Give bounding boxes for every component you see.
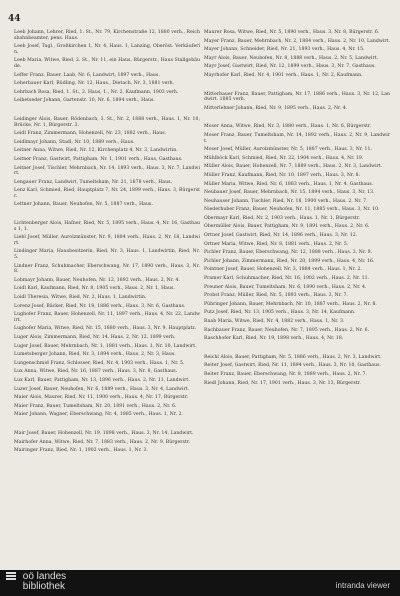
- directory-entry: Mairinger Franz, Ried, Nr. 1, 1902 verh., Haus. 1, Nr. 3.: [14, 448, 148, 454]
- directory-entry: Neubauer Josef, Bauer, Mehrnbach, Nr. 15, 1894 verh., Haus. 3, Nr. 13.: [204, 190, 375, 196]
- directory-entry: Leeb Josef, Tagl., Großkirchen 1, Nr. 4, Haus. 1, Lanzing, Oberöst. Verkäuferin.: [14, 44, 200, 55]
- directory-entry: Loidl Karl, Kaufmann, Ried, Nr. 8, 1905 verh., Haus. 2, Nr. 1, Haus.: [14, 286, 175, 292]
- directory-entry: Leeb Maria, Witwe, Ried, 2. St., Nr. 11, ein Haus, Bürgerstr., Haus Stallgebäude.: [14, 58, 200, 69]
- left-column: [14, 30, 200, 457]
- directory-entry: Lobmayr Johann, Bauer, Neuhofen, Nr. 12, 1892 verh., Haus. 2, Nr. 4.: [14, 277, 180, 283]
- directory-entry: Lettner Johann, Bauer, Neuhofen, Nr. 5, 1887 verh., Haus.: [14, 202, 153, 208]
- directory-entry: Leherbauer Karl, Rüdling, Nr. 12, Haus., Dietach, Nr. 3, 1881 verh.: [14, 81, 175, 87]
- directory-entry: Luger Josef, Bauer, Mehrnbach, Nr. 1, 1881 verh., Haus. 1, Nr. 10, Landwirt.: [14, 343, 197, 349]
- directory-entry: Mayr Alois, Bauer, Neuhofen, Nr. 8, 1888 verh., Haus. 2, Nr. 5, Landwirt.: [204, 55, 379, 61]
- directory-entry: Reichl Alois, Bauer, Pattigham, Nr. 5, 1886 verh., Haus. 2, Nr. 3, Landwirt.: [204, 354, 382, 360]
- directory-entry: Müller Alois, Bauer, Hohenzell, Nr. 7, 1889 verh., Haus. 2, Nr. 3, Landwirt.: [204, 164, 383, 170]
- directory-entry: Leffer Franz, Bauer, Laab, Nr. 6, Landwirt, 1897 verh., Haus.: [14, 72, 160, 78]
- directory-entry: Mühlböck Karl, Schmied, Ried, Nr. 22, 1904 verh., Haus. 4, Nr. 19.: [204, 155, 364, 161]
- directory-entry: Lorenz Josef, Bäcker, Ried, Nr. 18, 1886 verh., Haus. 3, Nr. 6, Gasthaus.: [14, 303, 186, 309]
- directory-entry: Moser Josef, Müller, Aurolzmünster, Nr. 5, 1887 verh., Haus. 3, Nr. 11.: [204, 147, 372, 153]
- entry-gap: [14, 107, 200, 117]
- directory-entry: Loidl Theresia, Witwe, Ried, Nr. 2, Haus. 1, Landwirtin.: [14, 295, 147, 300]
- library-logo-icon: [6, 572, 16, 581]
- directory-entry: Lughofer Maria, Witwe, Ried, Nr. 15, 1880 verh., Haus. 3, Nr. 9, Hauptplatz.: [14, 326, 197, 332]
- directory-entry: Maier Johann, Wagner, Eberschwang, Nr. 4, 1885 verh., Haus. 1, Nr. 2.: [14, 412, 184, 418]
- directory-entry: Lux Karl, Bauer, Pattigham, Nr. 13, 1896 verh., Haus. 2, Nr. 11, Landwirt.: [14, 377, 190, 383]
- directory-entry: Maurer Rosa, Witwe, Ried, Nr. 5, 1890 verh., Haus. 3, Nr. 8, Bürgerstr. 6.: [204, 30, 380, 35]
- logo-text-line1: oö landes: [22, 571, 67, 582]
- directory-entry: Leitner Anna, Witwe, Ried, Nr. 12, Kirchenplatz 4, Nr. 3, Landwirtin.: [14, 148, 178, 154]
- directory-entry: Mitterbauer Franz, Bauer, Pattigham, Nr. 17, 1886 verh., Haus. 3, Nr. 12, Landwirt. 1885 verh.: [204, 91, 390, 103]
- entry-gap: [204, 82, 390, 92]
- directory-entry: Maier Franz, Bauer, Tumeltsham, Nr. 20, 1891 verh., Haus. 2, Nr. 6.: [14, 403, 177, 409]
- directory-entry: Leibetseder Johann, Gartenstr. 10, Nr. 6, 1894 verh., Haus.: [14, 98, 155, 104]
- library-logo[interactable]: [6, 572, 66, 592]
- directory-entry: Probst Franz, Müller, Ried, Nr. 5, 1893 verh., Haus. 3, Nr. 7.: [204, 293, 348, 299]
- entry-gap: [204, 114, 390, 124]
- directory-entry: Leidinger Alois, Bauer, Rödenbach, 3. St., Nr. 2, 1888 verh., Haus. 1, Nr. 10, Brücke, Nr. 1, Bürgerstr. 3.: [14, 116, 200, 128]
- directory-entry: Maier Alois, Maurer, Ried, Nr. 11, 1900 verh., Haus. 4, Nr. 17, Bürgerstr.: [14, 395, 189, 401]
- entry-gap: [14, 421, 200, 431]
- directory-entry: Lux Anna, Witwe, Ried, Nr. 16, 1887 verh., Haus. 3, Nr. 8, Gasthaus.: [14, 369, 178, 375]
- directory-entry: Pramer Karl, Schuhmacher, Ried, Nr. 16, 1902 verh., Haus. 2, Nr. 11.: [204, 276, 370, 282]
- entry-gap: [14, 211, 200, 221]
- directory-entry: Mayer Johann, Schneider, Ried, Nr. 21, 1893 verh., Haus. 4, Nr. 15.: [204, 47, 365, 53]
- directory-entry: Mitterlehner Johann, Ried, Nr. 9, 1895 verh., Haus. 2, Nr. 4.: [204, 105, 348, 111]
- directory-entry: Leitner Josef, Tischler, Mehrnbach, Nr. 14, 1893 verh., Haus. 3, Nr. 7, Landwirt.: [14, 165, 200, 177]
- entry-gap: [204, 345, 390, 355]
- directory-entry: Raschhofer Karl, Ried, Nr. 19, 1898 verh., Haus. 4, Nr. 18.: [204, 336, 344, 342]
- directory-entry: Ortner Josef, Gastwirt, Ried, Nr. 14, 1896 verh., Haus. 3, Nr. 12.: [204, 233, 358, 239]
- directory-entry: Leitner Franz, Gastwirt, Pattigham, Nr. 1, 1901 verh., Haus, Gasthaus.: [14, 156, 183, 162]
- right-column: [204, 30, 390, 389]
- directory-entry: Pointner Josef, Bauer, Hohenzell, Nr. 3, 1884 verh., Haus. 1, Nr. 2.: [204, 267, 362, 273]
- directory-entry: Lughofer Franz, Bauer, Hohenzell, Nr. 11, 1897 verh., Haus. 4, Nr. 22, Landwirt.: [14, 312, 200, 323]
- directory-entry: Lehrbach Rosa, Ried, 1. St., 2. Haus, 1., Nr. 2, Kaufmann, 1903 verh.: [14, 89, 179, 95]
- directory-entry: Leidl Franz, Zimmermann, Hohenzell, Nr. 23, 1882 verh., Haus.: [14, 131, 167, 137]
- directory-entry: Lindinger Maria, Hausbesitzerin, Ried, Nr. 3, Haus. 1, Landwirtin, Ried, Nr. 5.: [14, 249, 200, 261]
- directory-entry: Niederhuber Franz, Bauer, Neuhofen, Nr. 11, 1885 verh., Haus. 3, Nr. 10.: [204, 207, 380, 213]
- directory-entry: Reiter Franz, Bauer, Eberschwang, Nr. 8, 1889 verh., Haus. 2, Nr. 7.: [204, 371, 367, 377]
- directory-entry: Lengauer Franz, Landwirt, Tumeltsham, Nr. 21, 1878 verh., Haus.: [14, 179, 173, 185]
- directory-entry: Rachbauer Franz, Bauer, Neuhofen, Nr. 7, 1895 verh., Haus. 2, Nr. 6.: [204, 327, 370, 333]
- directory-entry: Leidlmayr Johann, Stadl, Nr. 10, 1889 verh., Haus.: [14, 139, 135, 145]
- directory-entry: Lindner Franz, Schuhmacher, Eberschwang, Nr. 17, 1890 verh., Haus. 3, Nr. 8.: [14, 263, 200, 275]
- page-number: 44: [8, 14, 21, 24]
- directory-entry: Leeb Johann, Lehrer, Ried, 1. St., Nr. 79, Kirchenstraße 12, 1880 verh., Reichsbahnbeamter, pens. Haus.: [14, 30, 200, 41]
- directory-entry: Müller Franz, Kaufmann, Ried, Nr. 10, 1897 verh., Haus. 3, Nr. 8.: [204, 172, 361, 178]
- directory-entry: Liebl Josef, Müller, Aurolzmünster, Nr. 9, 1884 verh., Haus. 2, Nr. 18, Landwirt.: [14, 235, 200, 246]
- directory-entry: Mayrhofer Karl, Ried, Nr. 4, 1901 verh., Haus. 1, Nr. 2, Kaufmann.: [204, 72, 363, 78]
- directory-entry: Pichler Johann, Zimmermann, Ried, Nr. 20, 1899 verh., Haus. 4, Nr. 16.: [204, 258, 375, 264]
- directory-entry: Raab Maria, Witwe, Ried, Nr. 4, 1882 verh., Haus. 1, Nr. 3.: [204, 319, 345, 324]
- directory-entry: Luzer Josef, Bauer, Neuhofen, Nr. 6, 1889 verh., Haus. 3, Nr. 4, Landwirt.: [14, 386, 190, 392]
- directory-entry: Müller Maria, Witwe, Ried, Nr. 6, 1883 verh., Haus. 1, Nr. 4, Gasthaus.: [204, 181, 374, 187]
- logo-text-line2: bibliothek: [22, 581, 66, 592]
- directory-entry: Moser Franz, Bauer, Tumeltsham, Nr. 14, 1892 verh., Haus. 2, Nr. 9, Landwirt.: [204, 132, 390, 144]
- directory-entry: Lumetsberger Johann, Ried, Nr. 3, 1894 verh., Haus. 2, Nr. 3, Haus.: [14, 352, 176, 358]
- directory-entry: Lenz Karl, Schmied, Ried, Hauptplatz 7, Nr. 24, 1899 verh., Haus. 3, Bürgerstr.: [14, 188, 200, 199]
- directory-entry: Riedl Johann, Ried, Nr. 17, 1901 verh., Haus. 3, Nr. 13, Bürgerstr.: [204, 380, 361, 386]
- directory-entry: Pühringer Johann, Bauer, Mehrnbach, Nr. 10, 1887 verh., Haus. 2, Nr. 8.: [204, 301, 377, 307]
- directory-entry: Mairhofer Anna, Witwe, Ried, Nr. 7, 1883 verh., Haus. 2, Nr. 9, Bürgerstr.: [14, 439, 191, 445]
- directory-entry: Obermüller Alois, Bauer, Pattigham, Nr. 9, 1891 verh., Haus. 2, Nr. 6.: [204, 224, 370, 230]
- directory-entry: Putz Josef, Ried, Nr. 13, 1905 verh., Haus. 3, Nr. 14, Kaufmann.: [204, 310, 356, 316]
- directory-entry: Obermayr Karl, Ried, Nr. 2, 1903 verh., Haus. 1, Nr. 1, Bürgerstr.: [204, 215, 361, 221]
- directory-entry: Reiter Josef, Gastwirt, Ried, Nr. 11, 1894 verh., Haus. 3, Nr. 10, Gasthaus.: [204, 363, 381, 369]
- directory-entry: Mayer Franz, Bauer, Mehrnbach, Nr. 2, 1884 verh., Haus. 2, Nr. 10, Landwirt.: [204, 38, 390, 44]
- directory-entry: Moser Anna, Witwe, Ried, Nr. 3, 1880 verh., Haus. 1, Nr. 6, Bürgerstr.: [204, 124, 372, 130]
- directory-entry: Luger Alois, Zimmermann, Ried, Nr. 14, Haus. 2, Nr. 12, 1899 verh.: [14, 334, 176, 340]
- directory-entry: Lichtenberger Alois, Hafner, Ried, Nr. 5, 1895 verh., Haus. 4, Nr. 16, Gasthaus 1, 1.: [14, 221, 200, 232]
- directory-entry: Lungenschmid Franz, Schlosser, Ried, Nr. 4, 1903 verh., Haus. 1, Nr. 5.: [14, 360, 185, 366]
- viewer-label: intranda viewer: [335, 581, 390, 590]
- directory-entry: Pichler Franz, Bauer, Eberschwang, Nr. 12, 1888 verh., Haus. 3, Nr. 9.: [204, 250, 373, 256]
- directory-entry: Neuhauser Johann, Tischler, Ried, Nr. 18, 1900 verh., Haus. 2, Nr. 7.: [204, 198, 368, 204]
- directory-entry: Ortner Maria, Witwe, Ried, Nr. 8, 1881 verh., Haus. 2, Nr. 5.: [204, 241, 349, 247]
- directory-entry: Mair Josef, Bauer, Hohenzell, Nr. 19, 1898 verh., Haus. 3, Nr. 14, Landwirt.: [14, 430, 194, 436]
- directory-entry: Preuner Alois, Bauer, Tumeltsham, Nr. 6, 1890 verh., Haus. 2, Nr. 4.: [204, 284, 367, 290]
- directory-entry: Mayr Josef, Gastwirt, Ried, Nr. 12, 1899 verh., Haus. 3, Nr. 7, Gasthaus.: [204, 64, 376, 70]
